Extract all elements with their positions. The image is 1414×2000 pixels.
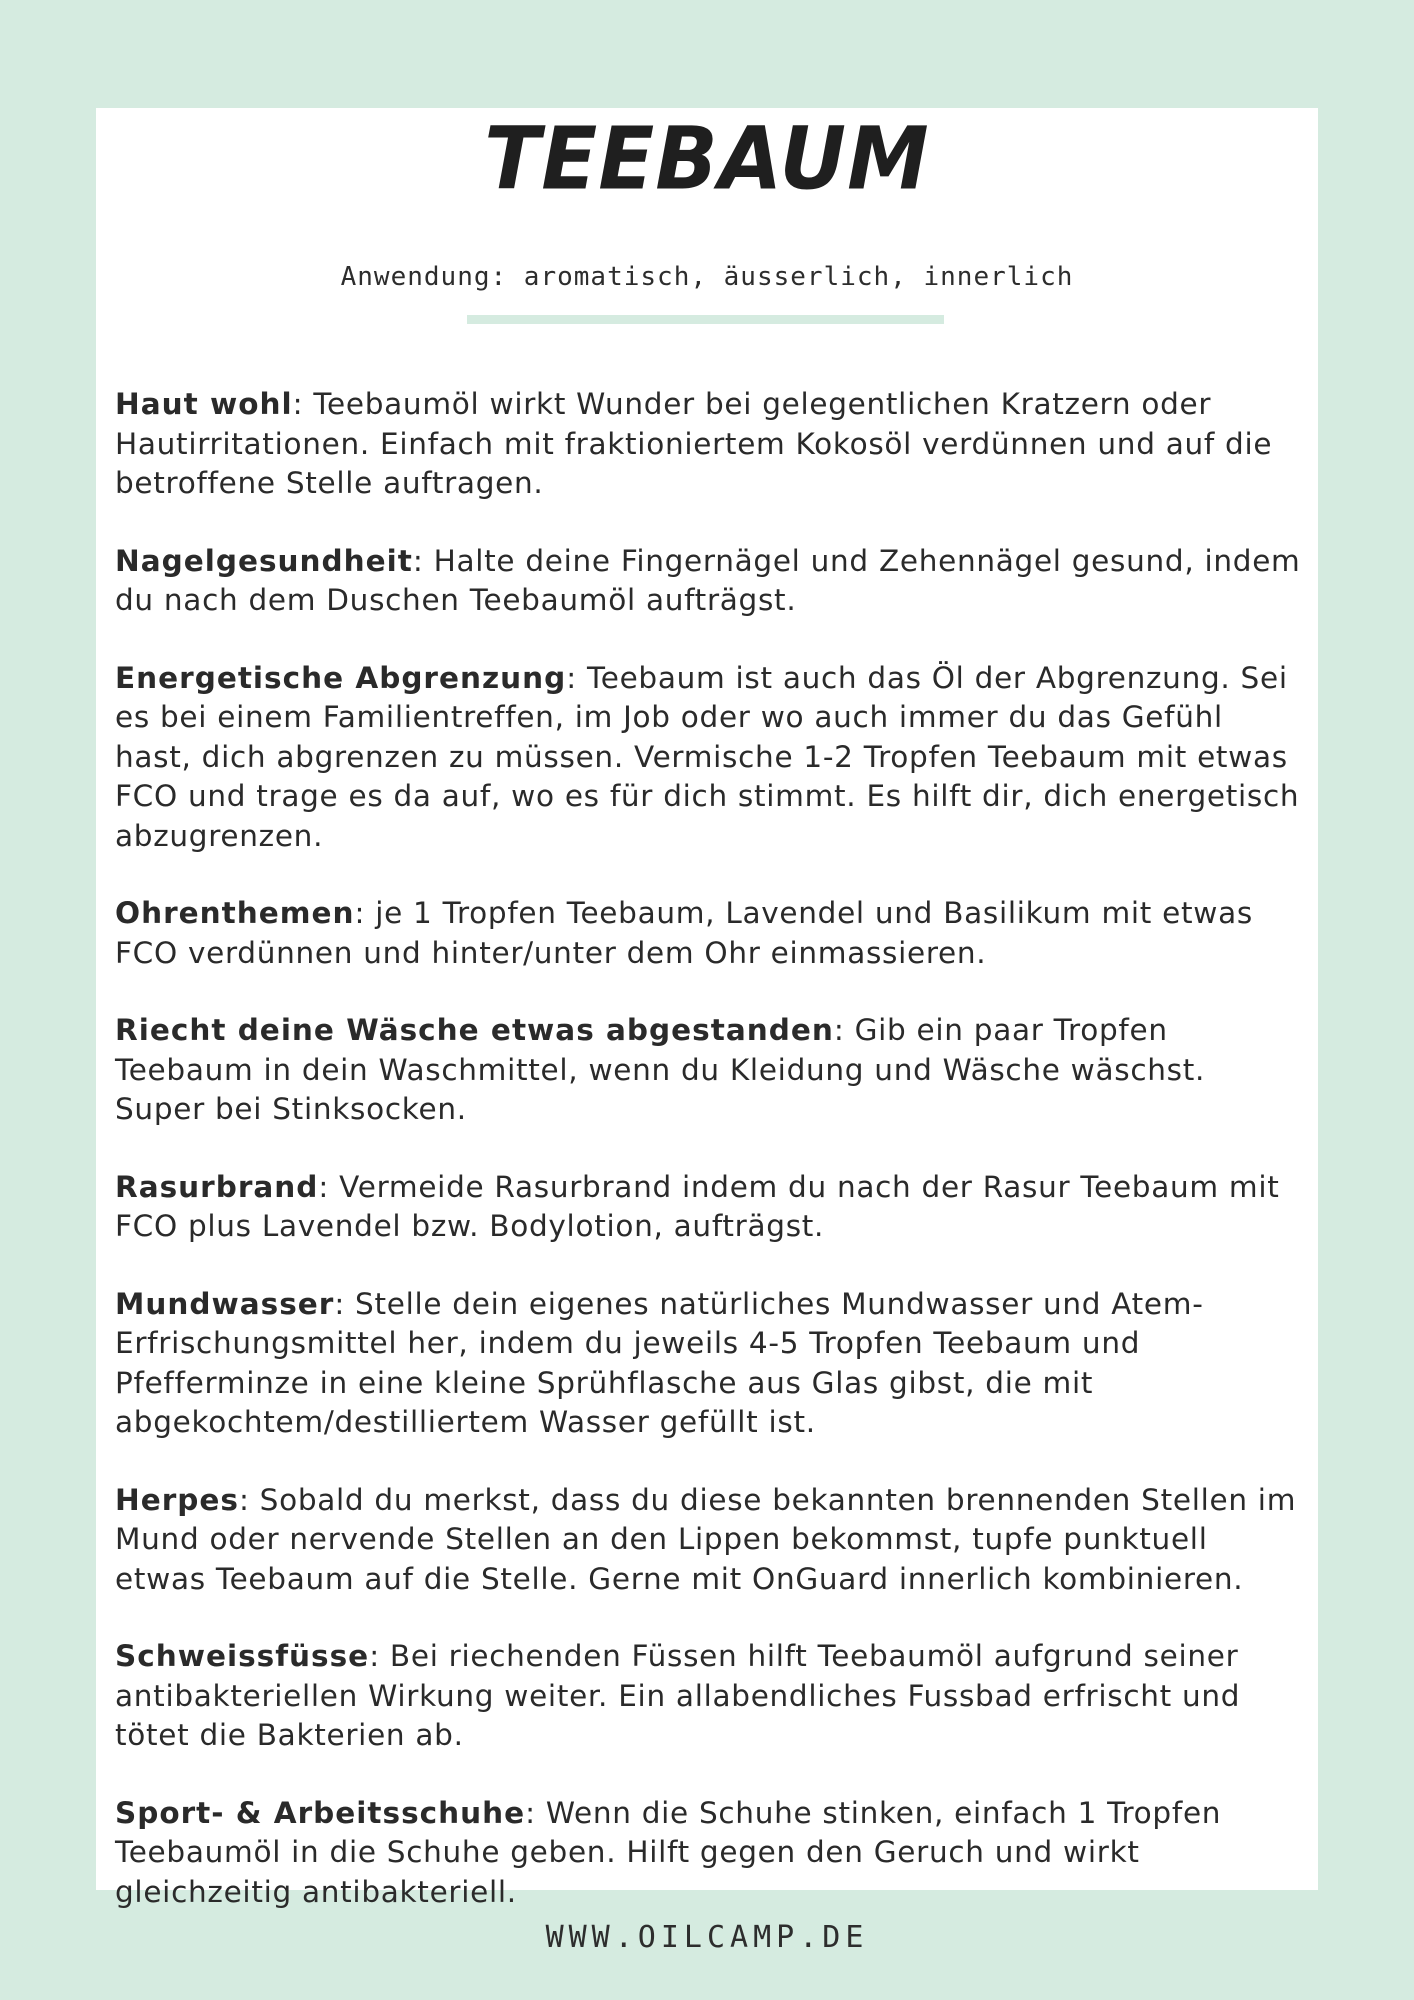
- usage-subtitle: Anwendung: aromatisch, äusserlich, innerlich: [340, 262, 1074, 292]
- tip-text: : Sobald du merkst, dass du diese bekannten brennenden Stellen im Mund oder nervende Stellen an den Lippen bekommst, tupfe punktuell etwas Teebaum auf die Stelle. Gerne mit OnGuard innerlich kombinieren.: [115, 1482, 1297, 1596]
- tip-ohrenthemen: [115, 894, 1305, 973]
- title-underline: [467, 315, 944, 324]
- tip-text: : je 1 Tropfen Teebaum, Lavendel und Basilikum mit etwas FCO verdünnen und hinter/unter dem Ohr einmassieren.: [115, 896, 1253, 970]
- tip-text: : Wenn die Schuhe stinken, einfach 1 Tropfen Teebaumöl in die Schuhe geben. Hilft gegen den Geruch und wirkt gleichzeitig antibakteriell.: [115, 1795, 1222, 1909]
- tip-term: Herpes: [115, 1482, 239, 1517]
- tip-waesche: [115, 1011, 1305, 1130]
- tip-text: : Bei riechenden Füssen hilft Teebaumöl aufgrund seiner antibakteriellen Wirkung weiter. Ein allabendliches Fussbad erfrischt und tötet die Bakterien ab.: [115, 1639, 1241, 1752]
- tip-text: : Halte deine Fingernägel und Zehennägel gesund, indem du nach dem Duschen Teebaumöl aufträgst.: [115, 543, 1301, 617]
- website-footer: WWW.OILCAMP.DE: [545, 1920, 869, 1955]
- tip-term: Sport- & Arbeitsschuhe: [115, 1795, 526, 1830]
- tip-term: Schweissfüsse: [115, 1639, 370, 1673]
- tip-term: Energetische Abgrenzung: [115, 660, 567, 695]
- tip-mundwasser: [115, 1285, 1305, 1443]
- tip-text: : Teebaum ist auch das Öl der Abgrenzung. Sei es bei einem Familientreffen, im Job oder wo auch immer du das Gefühl hast, dich abgrenzen zu müssen. Vermische 1-2 Tropfen Teebaum mit etwas FCO und trage es da auf, wo es für dich stimmt. Es hilft dir, dich energetisch abzugrenzen.: [115, 660, 1300, 853]
- tip-text: : Teebaumöl wirkt Wunder bei gelegentlichen Kratzern oder Hautirritationen. Einfach mit fraktioniertem Kokosöl verdünnen und auf die betroffene Stelle auftragen.: [115, 387, 1273, 500]
- tip-term: Rasurbrand: [115, 1169, 319, 1204]
- tip-sportschuhe: [115, 1794, 1305, 1913]
- tips-list: [115, 385, 1305, 1950]
- tip-text: : Gib ein paar Tropfen Teebaum in dein Waschmittel, wenn du Kleidung und Wäsche wäschst. Super bei Stinksocken.: [115, 1013, 1206, 1126]
- tip-text: : Stelle dein eigenes natürliches Mundwasser und Atem-Erfrischungsmittel her, indem du jeweils 4-5 Tropfen Teebaum und Pfefferminze in eine kleine Sprühflasche aus Glas gibst, die mit abgekochtem/destilliertem Wasser gefüllt ist.: [115, 1286, 1204, 1439]
- page-title: TEEBAUM: [484, 109, 930, 210]
- tip-term: Ohrenthemen: [115, 896, 355, 930]
- tip-term: Haut wohl: [115, 387, 293, 421]
- tip-energetische-abgrenzung: [115, 659, 1305, 857]
- tip-herpes: [115, 1481, 1305, 1600]
- tip-nagelgesundheit: [115, 542, 1305, 621]
- tip-schweissfuesse: [115, 1637, 1305, 1756]
- tip-term: Nagelgesundheit: [115, 543, 413, 578]
- tip-text: : Vermeide Rasurbrand indem du nach der Rasur Teebaum mit FCO plus Lavendel bzw. Bodylotion, aufträgst.: [115, 1169, 1280, 1243]
- tip-term: Mundwasser: [115, 1286, 335, 1321]
- tip-term: Riecht deine Wäsche etwas abgestanden: [115, 1013, 834, 1047]
- tip-haut-wohl: [115, 385, 1305, 504]
- tip-rasurbrand: [115, 1168, 1305, 1247]
